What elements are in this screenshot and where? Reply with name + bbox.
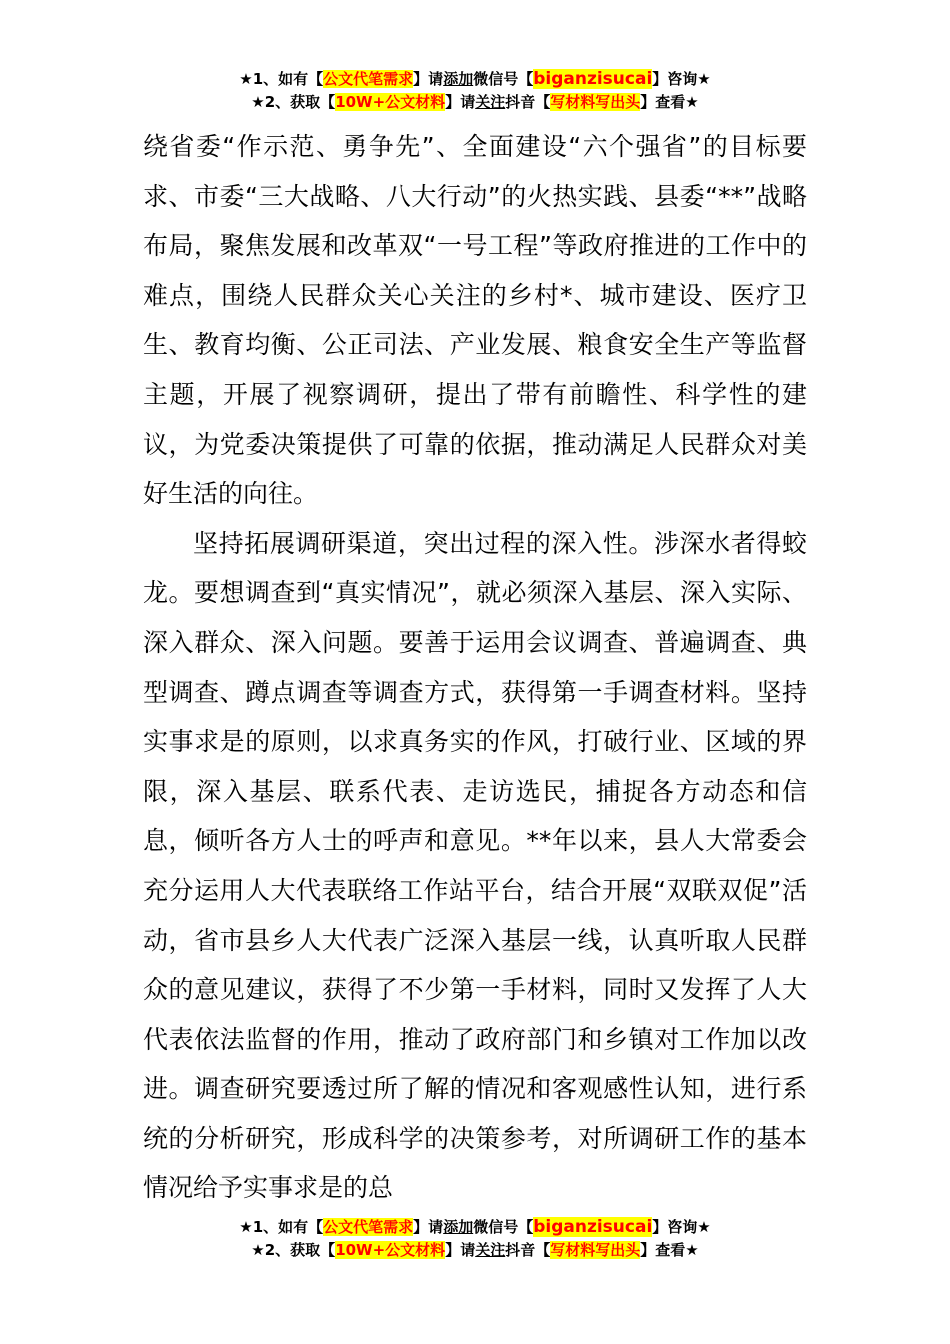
- banner-line-2: [0, 91, 950, 114]
- underlined-follow: 关注: [475, 93, 506, 111]
- paragraph-2: 坚持拓展调研渠道，突出过程的深入性。涉深水者得蛟龙。要想调查到“真实情况”，就必须深入基层、深入实际、深入群众、深入问题。要善于运用会议调查、普遍调查、典型调查、蹲点调查等调查方式，获得第一手调查材料。坚持实事求是的原则，以求真务实的作风，打破行业、区域的界限，深入基层、联系代表、走访选民，捕捉各方动态和信息，倾听各方人士的呼声和意见。**年以来，县人大常委会充分运用人大代表联络工作站平台，结合开展“双联双促”活动，省市县乡人大代表广泛深入基层一线，认真听取人民群众的意见建议，获得了不少第一手材料，同时又发挥了人大代表依法监督的作用，推动了政府部门和乡镇对工作加以改进。调查研究要透过所了解的情况和客观感性认知，进行系统的分析研究，形成科学的决策参考，对所调研工作的基本情况给予实事求是的总: [143, 528, 807, 1203]
- banner-text: ★1、如有【: [239, 70, 324, 88]
- highlight-wechat-id: biganzisucai: [533, 1217, 653, 1237]
- banner-line-1: [0, 68, 950, 91]
- banner-text: 微信号【: [473, 70, 534, 88]
- paragraph-1: 绕省委“作示范、勇争先”、全面建设“六个强省”的目标要求、市委“三大战略、八大行动”的火热实践、县委“**”战略布局，聚焦发展和改革双“一号工程”等政府推进的工作中的难点，围绕人民群众关心关注的乡村*、城市建设、医疗卫生、教育均衡、公正司法、产业发展、粮食安全生产等监督主题，开展了视察调研，提出了带有前瞻性、科学性的建议，为党委决策提供了可靠的依据，推动满足人民群众对美好生活的向往。: [143, 132, 807, 509]
- footer-banner: [0, 1216, 950, 1262]
- banner-text: 】请: [413, 1218, 444, 1236]
- banner-text: ★2、获取【: [251, 1241, 336, 1259]
- banner-text: 抖音【: [505, 1241, 551, 1259]
- banner-text: 微信号【: [473, 1218, 534, 1236]
- banner-text: 】请: [413, 70, 444, 88]
- banner-text: 】请: [445, 1241, 476, 1259]
- underlined-add: 添加: [443, 1218, 474, 1236]
- document-body: [143, 122, 807, 1213]
- underlined-add: 添加: [443, 70, 474, 88]
- banner-line-1: [0, 1216, 950, 1239]
- banner-text: 】查看★: [640, 93, 699, 111]
- underlined-follow: 关注: [475, 1241, 506, 1259]
- highlight-materials: 10W+公文材料: [335, 93, 446, 111]
- highlight-ghostwriting: 公文代笔需求: [323, 1218, 414, 1236]
- banner-text: ★1、如有【: [239, 1218, 324, 1236]
- highlight-materials: 10W+公文材料: [335, 1241, 446, 1259]
- banner-text: 抖音【: [505, 93, 551, 111]
- banner-text: 】咨询★: [652, 70, 711, 88]
- highlight-ghostwriting: 公文代笔需求: [323, 70, 414, 88]
- banner-text: 】请: [445, 93, 476, 111]
- highlight-douyin-account: 写材料写出头: [550, 1241, 641, 1259]
- banner-text: 】查看★: [640, 1241, 699, 1259]
- highlight-douyin-account: 写材料写出头: [550, 93, 641, 111]
- header-banner: [0, 68, 950, 114]
- banner-text: ★2、获取【: [251, 93, 336, 111]
- banner-line-2: [0, 1239, 950, 1262]
- highlight-wechat-id: biganzisucai: [533, 69, 653, 89]
- banner-text: 】咨询★: [652, 1218, 711, 1236]
